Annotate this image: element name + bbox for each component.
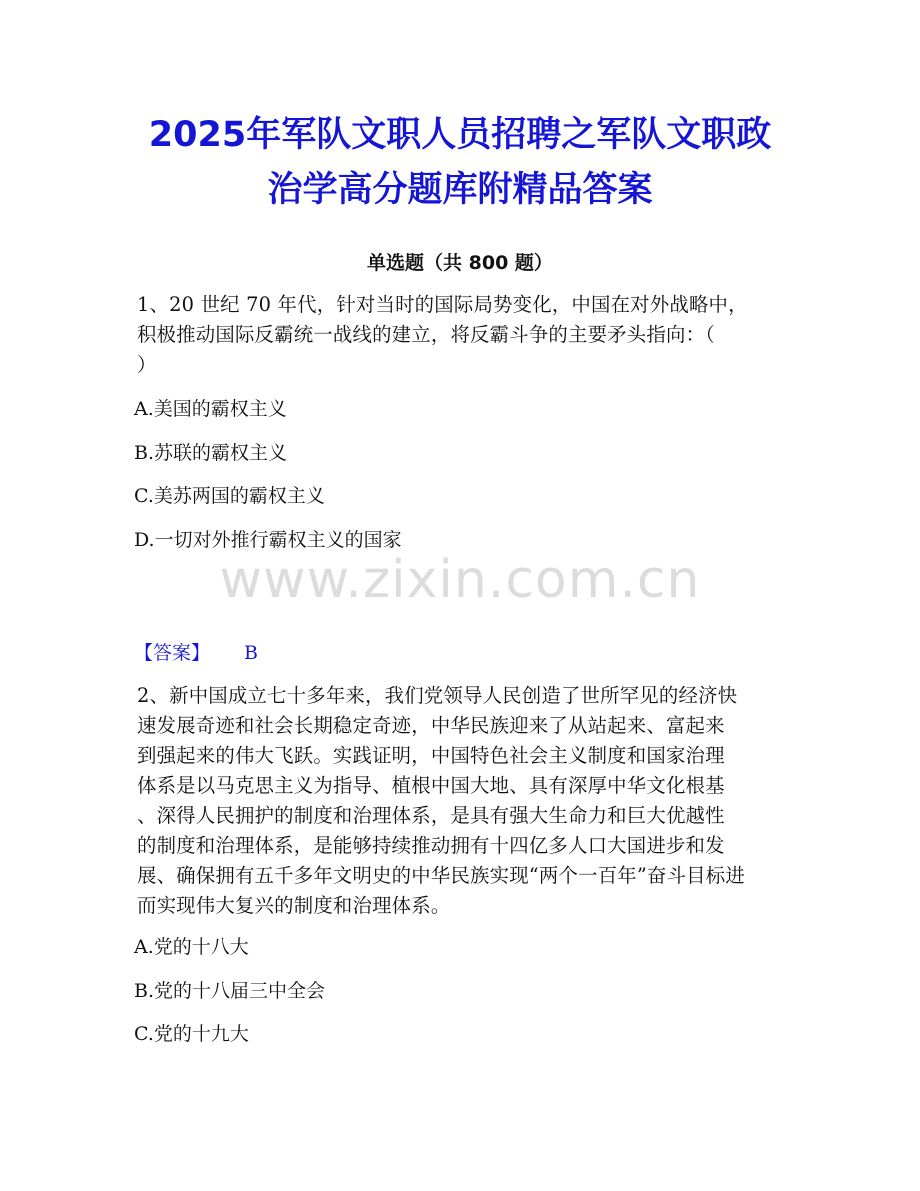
question-1-line-1: 1、20 世纪 70 年代，针对当时的国际局势变化，中国在对外战略中， [137,293,748,316]
question-1-answer [134,638,258,668]
question-2-text [137,681,787,921]
question-2-line-5: 、深得人民拥护的制度和治理体系，是具有强大生命力和巨大优越性 [137,804,725,827]
question-2-option-b: B.党的十八届三中全会 [134,980,326,1002]
question-2-line-1: 2、新中国成立七十多年来，我们党领导人民创造了世所罕见的经济快 [137,684,738,707]
question-2-line-7: 展、确保拥有五千多年文明史的中华民族实现“两个一百年”奋斗目标进 [137,864,745,887]
question-2-option-a: A.党的十八大 [134,936,249,958]
answer-value: B [244,642,258,664]
title-line-2: 治学高分题库附精品答案 [267,170,653,210]
question-1-line-2: 积极推动国际反霸统一战线的建立，将反霸斗争的主要矛头指向：（ [137,323,716,346]
question-2-line-8: 而实现伟大复兴的制度和治理体系。 [137,894,451,917]
answer-label: 【答案】 [134,642,211,664]
question-1-option-c: C.美苏两国的霸权主义 [134,485,325,507]
watermark: www.zixin.com.cn [219,550,701,610]
question-2-option-c: C.党的十九大 [134,1023,249,1045]
question-1-option-d: D.一切对外推行霸权主义的国家 [134,529,402,551]
question-2-line-3: 到强起来的伟大飞跃。实践证明，中国特色社会主义制度和国家治理 [137,744,725,767]
document-title [60,108,860,218]
question-2-line-6: 的制度和治理体系，是能够持续推动拥有十四亿多人口大国进步和发 [137,834,725,857]
section-heading: 单选题（共 800 题） [367,252,553,274]
question-1-option-a: A.美国的霸权主义 [134,398,287,420]
question-1-option-b: B.苏联的霸权主义 [134,442,288,464]
question-2-line-4: 体系是以马克思主义为指导、植根中国大地、具有深厚中华文化根基 [137,774,725,797]
title-line-1: 2025年军队文职人员招聘之军队文职政 [148,115,772,155]
question-1-line-3: ） [137,353,157,376]
question-1-text [137,290,787,380]
question-2-line-2: 速发展奇迹和社会长期稳定奇迹，中华民族迎来了从站起来、富起来 [137,714,725,737]
